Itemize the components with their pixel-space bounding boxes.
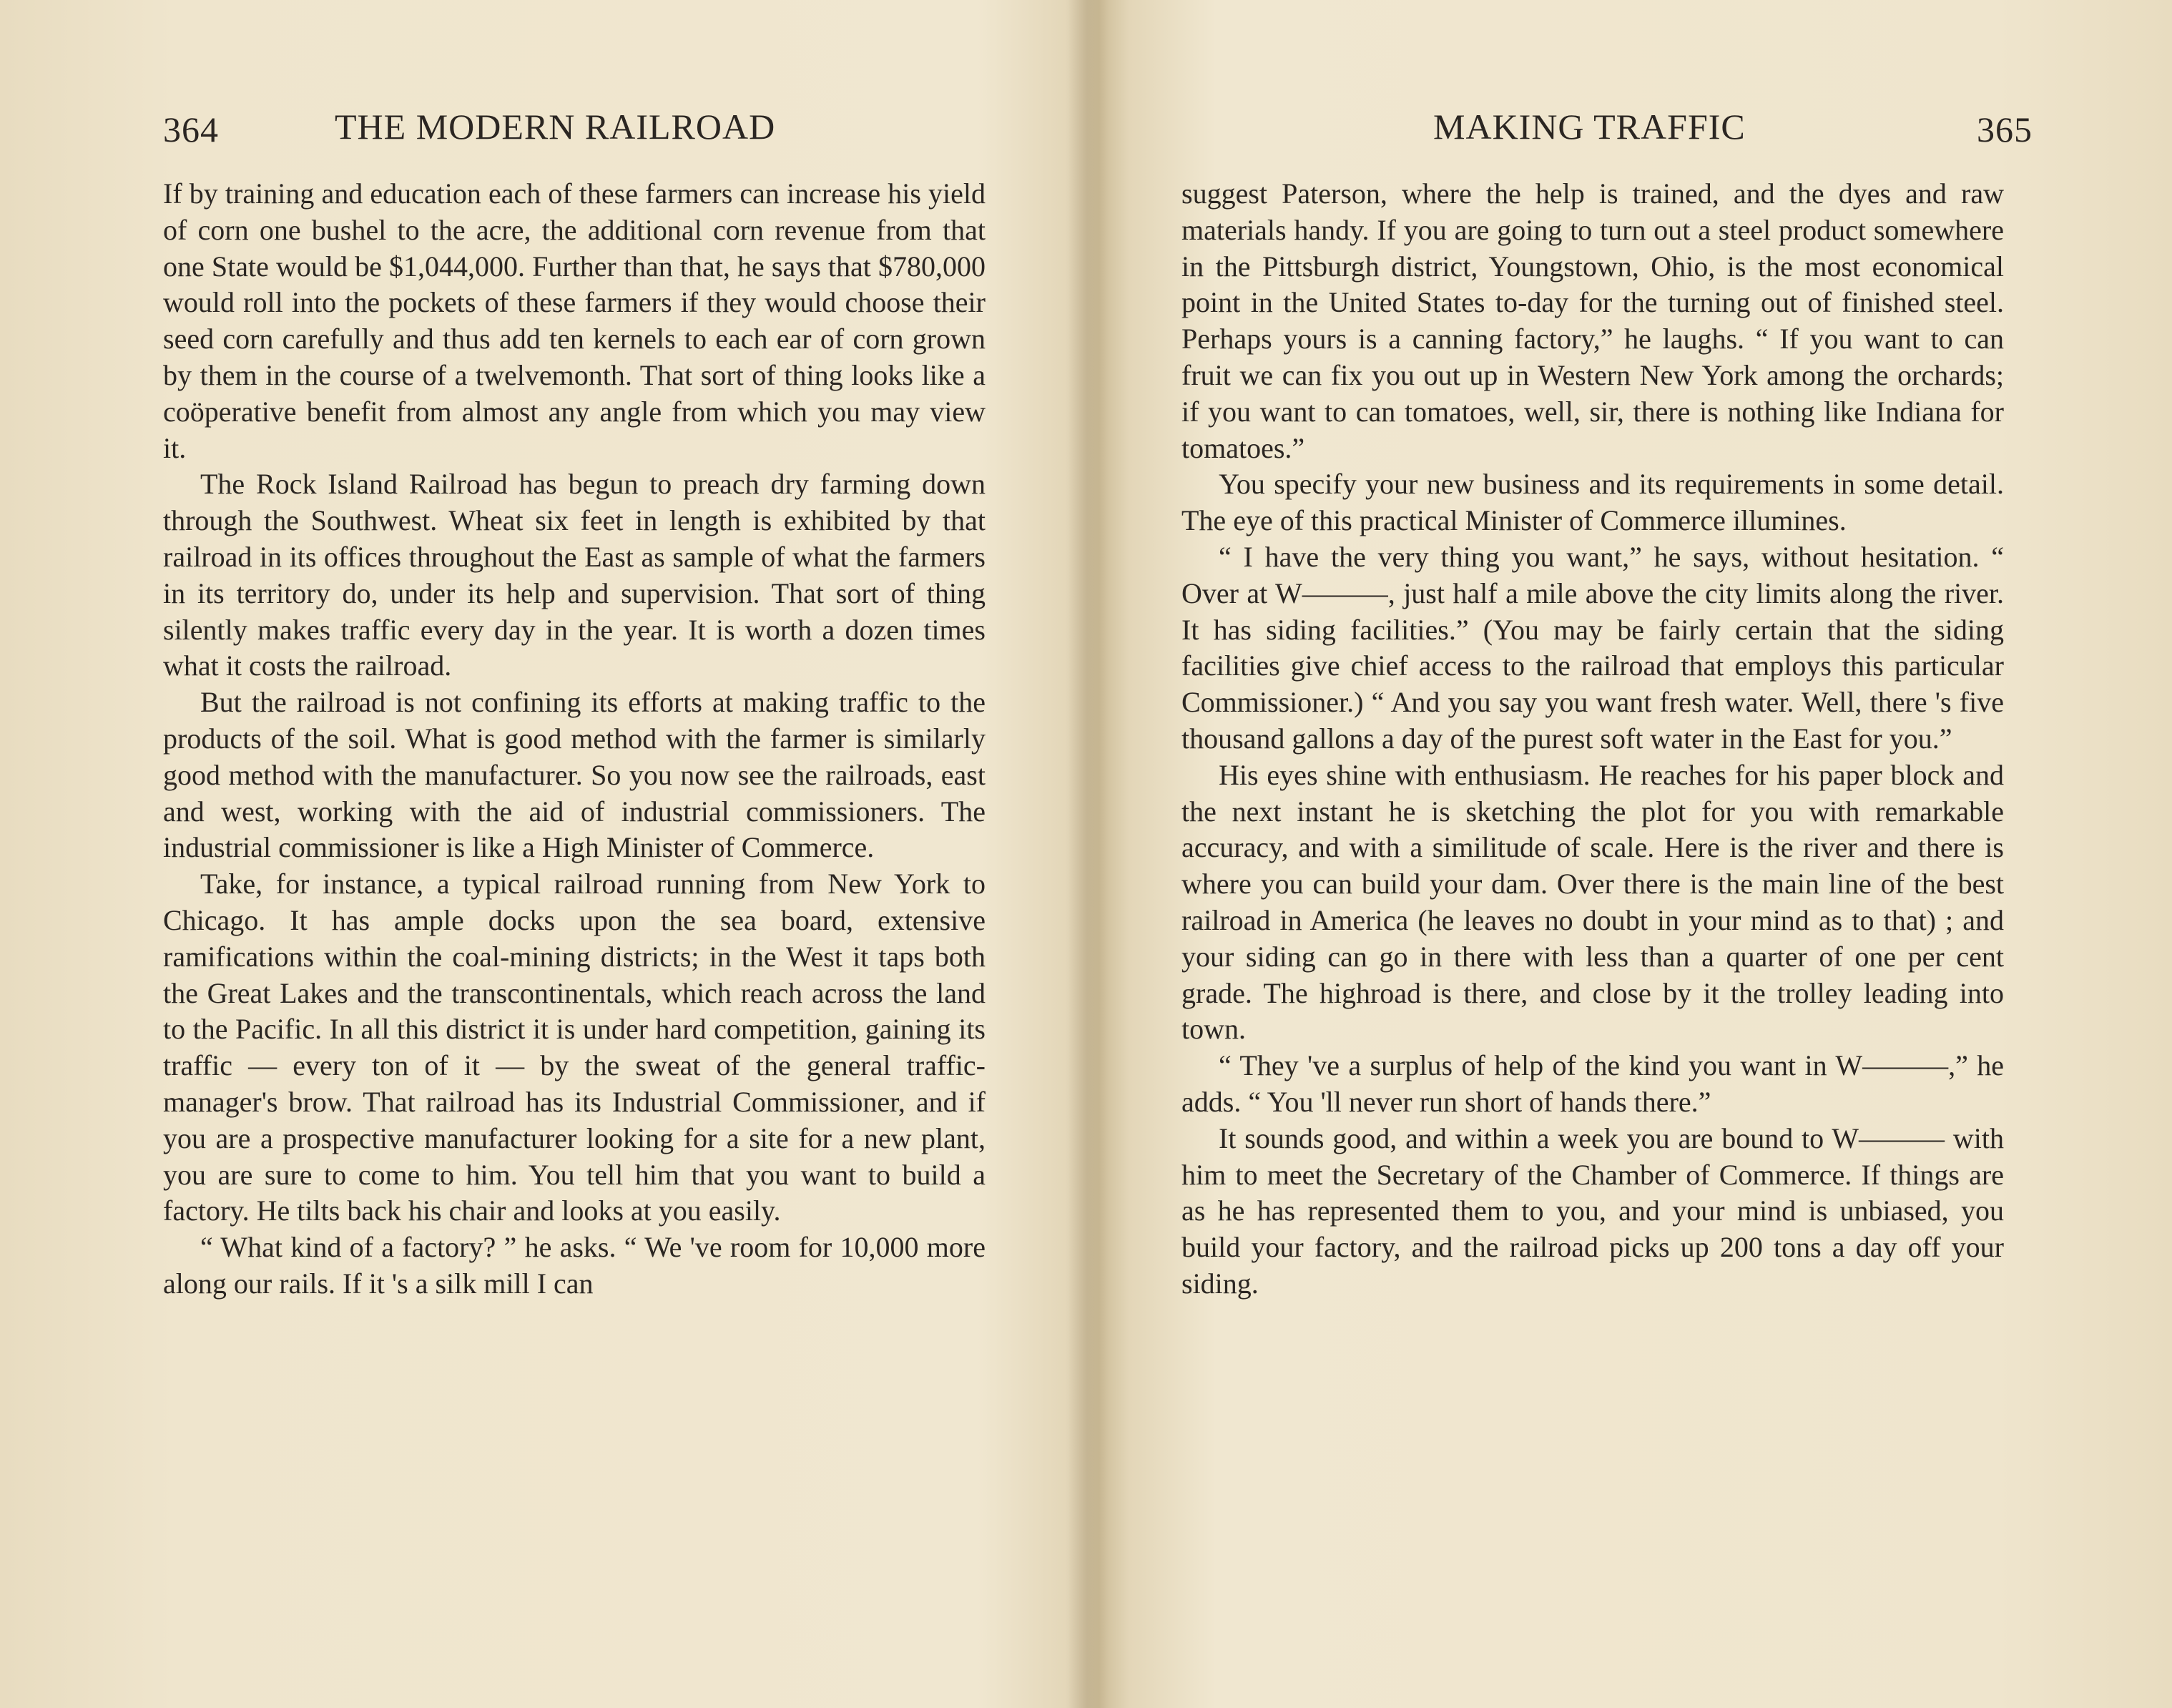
paragraph: It sounds good, and within a week you are bound to W——— with him to meet the Secretary of the Chamber of Commerce. If things are as he has represented them to you, and your mind is unbiased, you build your factory, and the railroad picks up 200 tons a day off your siding. — [1181, 1122, 2004, 1300]
right-running-head — [1181, 106, 2033, 149]
paragraph: “ I have the very thing you want,” he says, without hesitation. “ Over at W———, just half a mile above the city limits along the river. It has siding facilities.” (You may be fairly certain that the siding facilities give chief access to the railroad that employs this particular Commissioner.) “ And you say you want fresh water. Well, there 's five thousand gallons a day of the purest soft water in the East for you.” — [1181, 540, 2004, 755]
paragraph: suggest Paterson, where the help is trained, and the dyes and raw materials handy. If you are going to turn out a steel product somewhere in the Pittsburgh district, Youngstown, Ohio, is the most economical point in the United States to-day for the turning out of finished steel. Perhaps yours is a canning factory,” he laughs. “ If you want to can fruit we can fix you out up in Western New York among the orchards; if you want to can tomatoes, well, sir, there is nothing like Indiana for tomatoes.” — [1181, 177, 2004, 464]
paragraph: You specify your new business and its requirements in some detail. The eye of this practical Minister of Commerce illumines. — [1181, 468, 2004, 537]
book-gutter — [1066, 0, 1109, 1708]
paragraph: “ What kind of a factory? ” he asks. “ We 've room for 10,000 more along our rails. If it 's a silk mill I can — [163, 1231, 986, 1300]
paragraph: His eyes shine with enthusiasm. He reaches for his paper block and the next instant he is sketching the plot for you with remarkable accuracy, and with a similitude of scale. Here is the river and there is where you can build your dam. Over there is the main line of the best railroad in America (he leaves no doubt in your mind as to that) ; and your siding can go in there with less than a quarter of one per cent grade. The highroad is there, and close by it the trolley leading into town. — [1181, 758, 2004, 1046]
right-running-title: MAKING TRAFFIC — [1433, 107, 1746, 147]
right-page-number: 365 — [1977, 109, 2033, 149]
paragraph: If by training and education each of these farmers can increase his yield of corn one bushel to the acre, the additional corn revenue from that one State would be $1,044,000. Further than that, he says that $780,000 would roll into the pockets of these farmers if they would choose their seed corn carefully and thus add ten kernels to each ear of corn grown by them in the course of a twelvemonth. That sort of thing looks like a coöperative benefit from almost any angle from which you may view it. — [163, 177, 986, 464]
left-page-number: 364 — [163, 109, 219, 149]
left-running-title: THE MODERN RAILROAD — [335, 107, 776, 147]
right-page-body — [1181, 176, 2004, 1302]
left-running-head — [163, 106, 1014, 149]
paragraph: “ They 've a surplus of help of the kind you want in W———,” he adds. “ You 'll never run short of hands there.” — [1181, 1049, 2004, 1118]
paragraph: The Rock Island Railroad has begun to preach dry farming down through the Southwest. Wheat six feet in length is exhibited by that railroad in its offices throughout the East as sample of what the farmers in its territory do, under its help and supervision. That sort of thing silently makes traffic every day in the year. It is worth a dozen times what it costs the railroad. — [163, 468, 986, 682]
left-page-body — [163, 176, 986, 1302]
paragraph: But the railroad is not confining its efforts at making traffic to the products of the soil. What is good method with the farmer is similarly good method with the manufacturer. So you now see the railroads, east and west, working with the aid of industrial commissioners. The industrial commissioner is like a High Minister of Commerce. — [163, 686, 986, 864]
paragraph: Take, for instance, a typical railroad running from New York to Chicago. It has ample docks upon the sea board, extensive ramifications within the coal-mining districts; in the West it taps both the Great Lakes and the transcontinentals, which reach across the land to the Pacific. In all this district it is under hard competition, gaining its traffic — every ton of it — by the sweat of the general traffic-manager's brow. That railroad has its Industrial Commissioner, and if you are a prospective manufacturer looking for a site for a new plant, you are sure to come to him. You tell him that you want to build a factory. He tilts back his chair and looks at you easily. — [163, 868, 986, 1227]
